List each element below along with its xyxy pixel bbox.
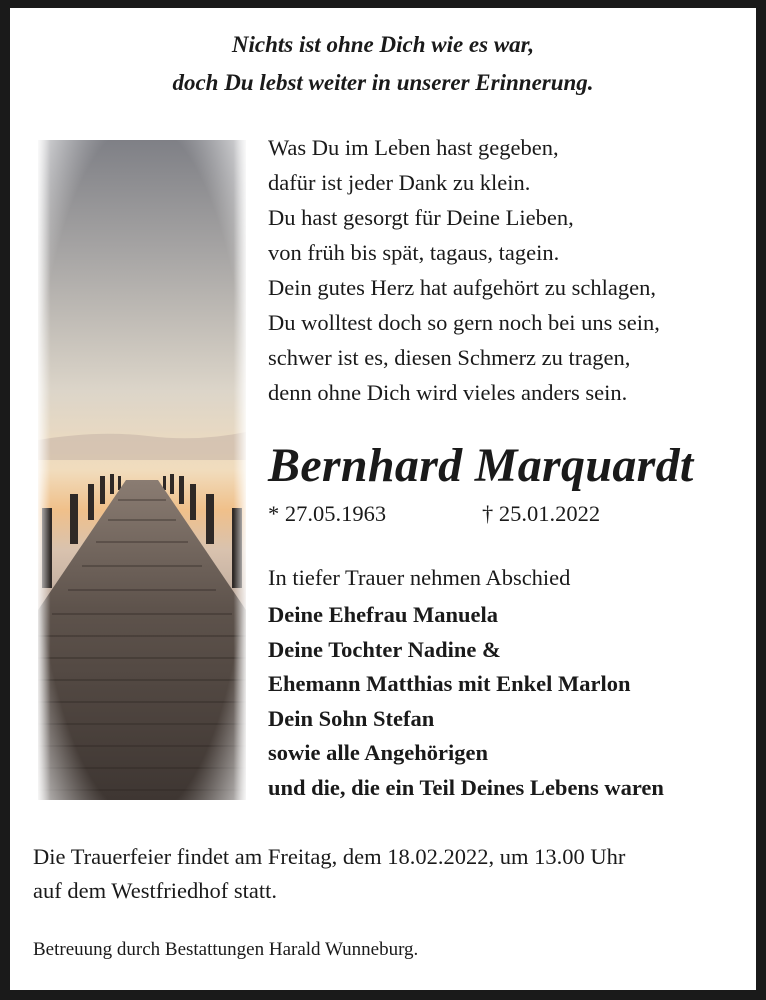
obituary-card [10,8,756,990]
poem-line: schwer ist es, diesen Schmerz zu tragen, [268,345,631,370]
poem [268,130,738,410]
poem-line: dafür ist jeder Dank zu klein. [268,170,531,195]
poem-line: von früh bis spät, tagaus, tagein. [268,240,560,265]
pier-photo [38,140,246,800]
mourner-line: Dein Sohn Stefan [268,705,435,731]
mourning-intro: In tiefer Trauer nehmen Abschied [268,565,571,590]
service-info [33,840,625,908]
poem-line: denn ohne Dich wird vieles anders sein. [268,380,628,405]
mourner-line: Deine Ehefrau Manuela [268,602,498,627]
death-date: † 25.01.2022 [482,501,601,526]
mourner-line: und die, die ein Teil Deines Lebens waren [268,774,664,800]
mourner-line: sowie alle Angehörigen [268,740,488,765]
care-note: Betreuung durch Bestattungen Harald Wunneburg. [33,939,419,960]
poem-line: Du hast gesorgt für Deine Lieben, [268,205,574,230]
mourner-line: Ehemann Matthias mit Enkel Marlon [268,671,631,696]
motto-line: doch Du lebst weiter in unserer Erinnerung. [172,70,594,95]
birth-date: * 27.05.1963 [268,501,387,526]
service-line: Die Trauerfeier findet am Freitag, dem 18.02.2022, um 13.00 Uhr [33,844,626,869]
motto-line: Nichts ist ohne Dich wie es war, [231,32,535,57]
motto [10,26,756,102]
deceased-name: Bernhard Marquardt [268,439,694,492]
poem-line: Was Du im Leben hast gegeben, [268,135,559,160]
poem-line: Du wolltest doch so gern noch bei uns sein, [268,310,660,335]
service-line: auf dem Westfriedhof statt. [33,878,277,903]
mourner-line: Deine Tochter Nadine & [268,636,501,662]
mourners-list [268,598,664,805]
poem-line: Dein gutes Herz hat aufgehört zu schlagen, [268,275,656,300]
